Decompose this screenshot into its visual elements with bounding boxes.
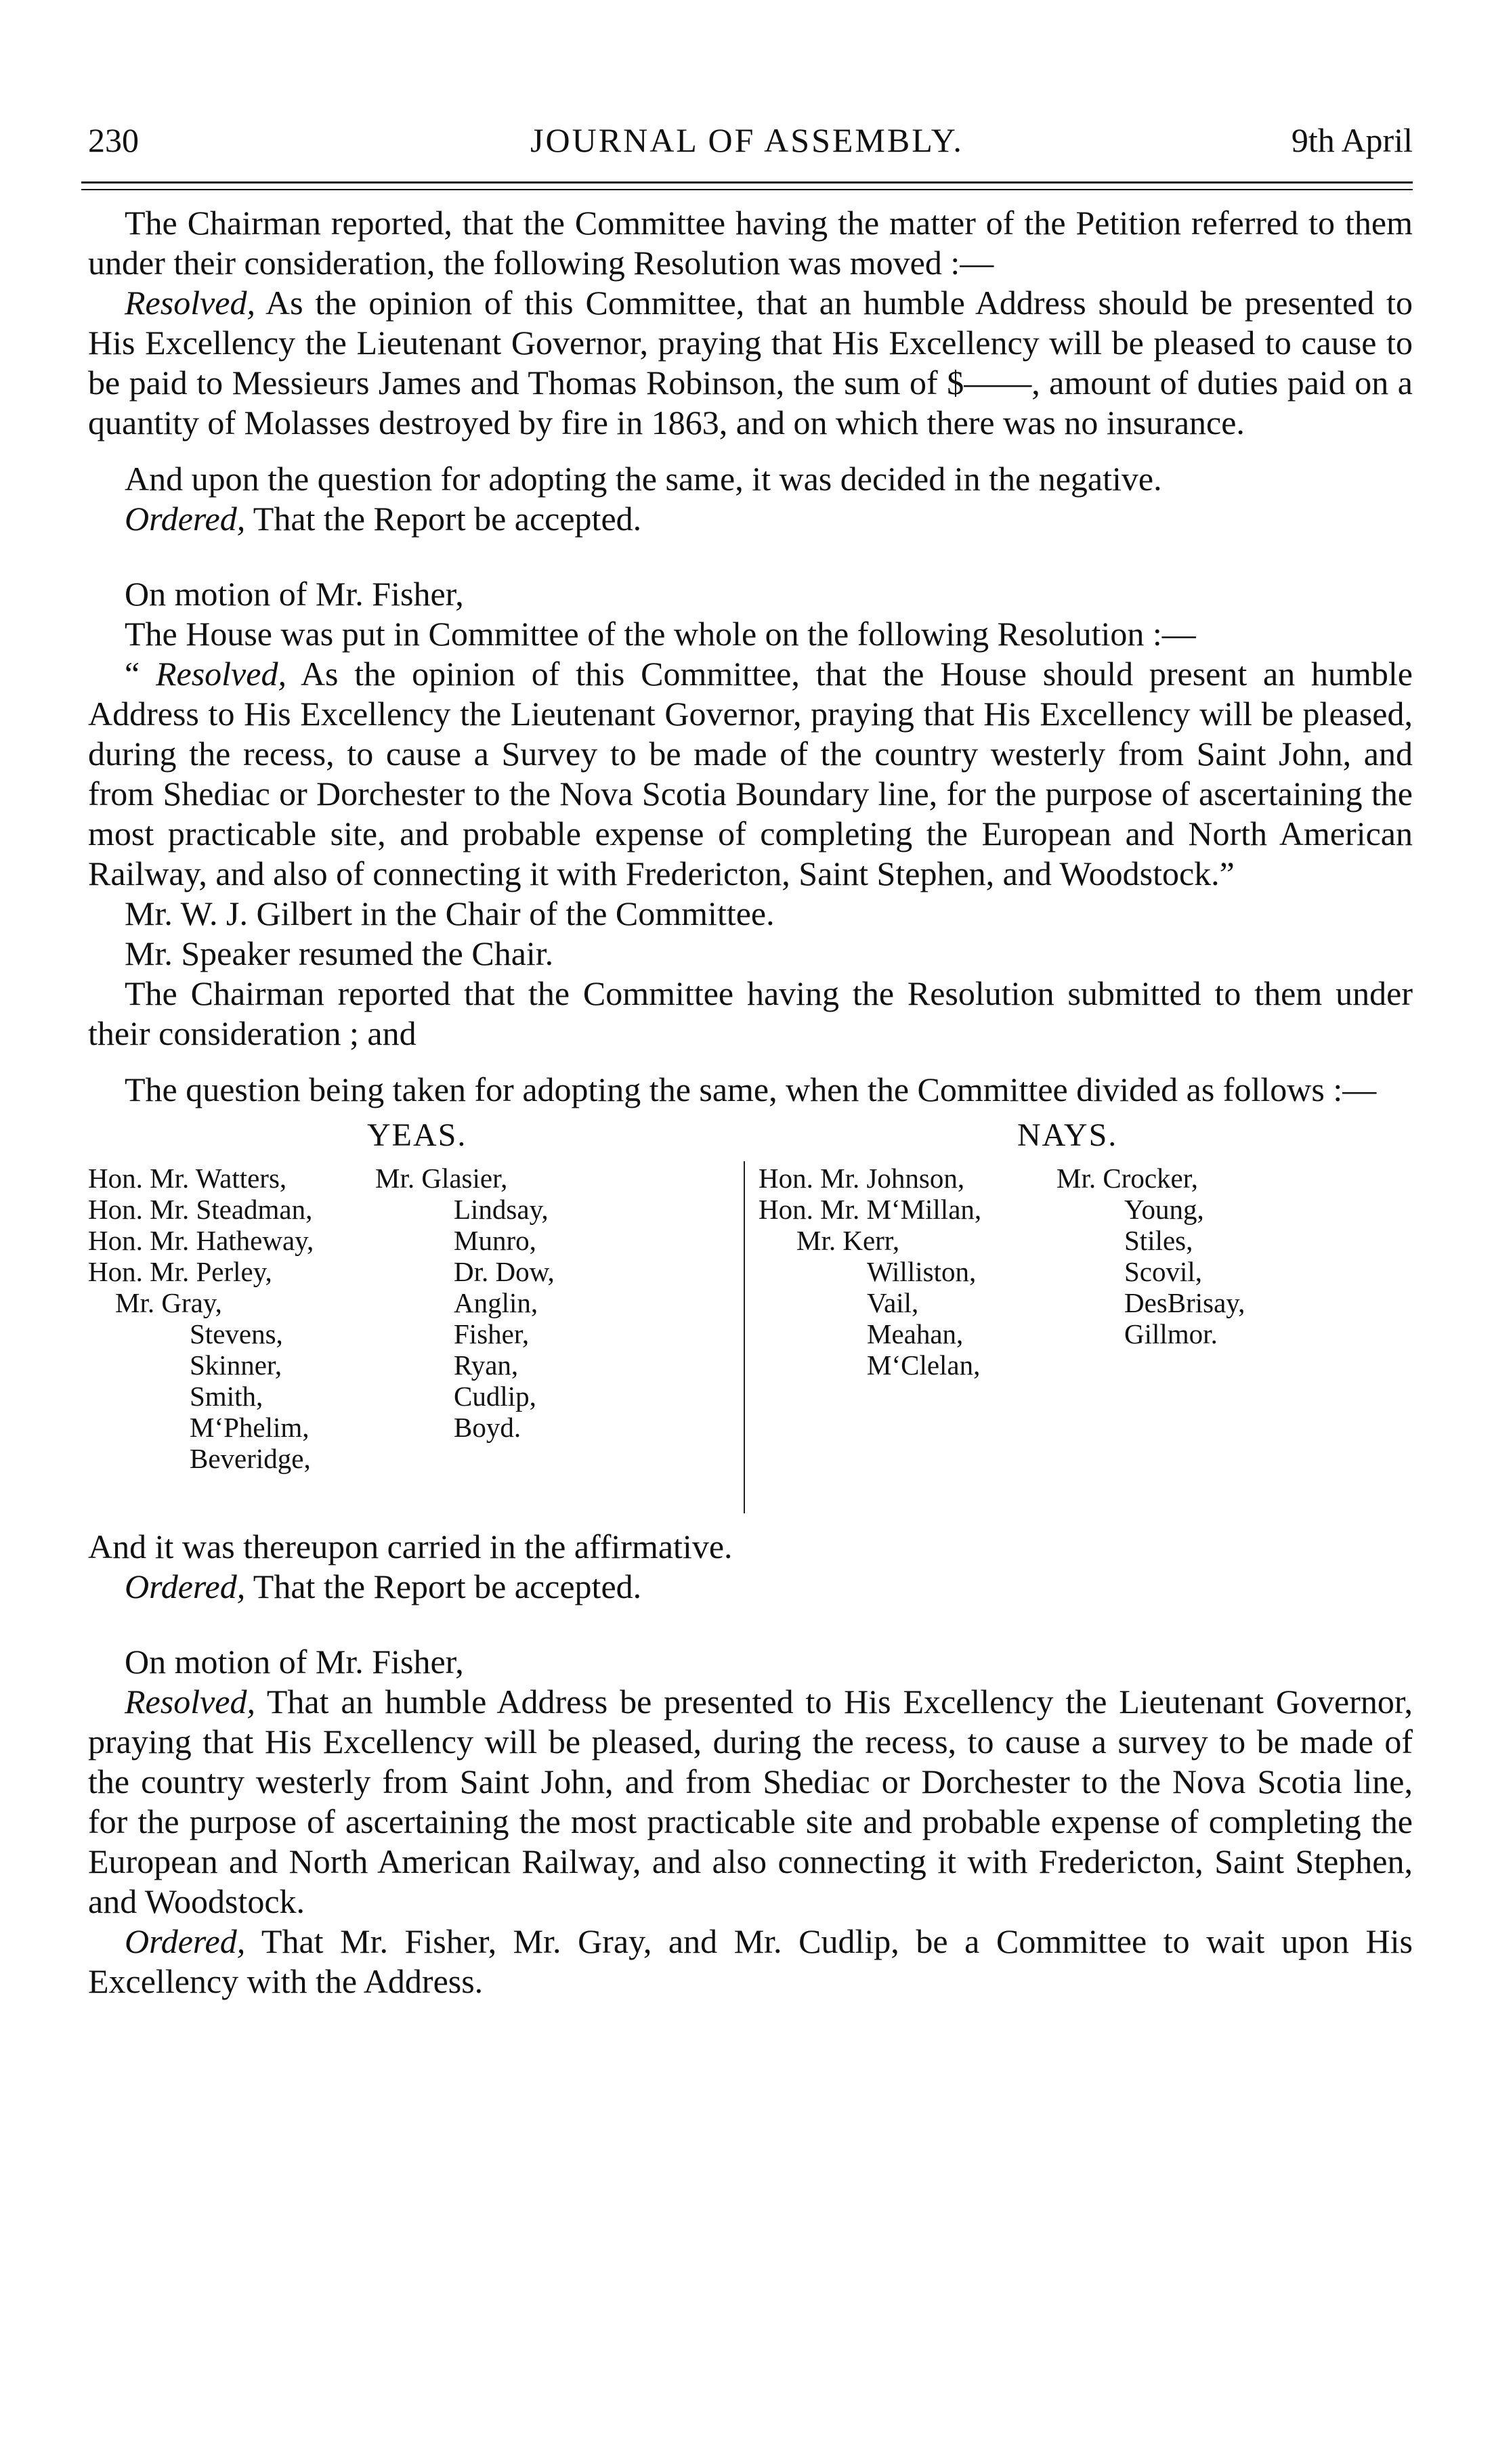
member-name: Boyd.	[454, 1412, 521, 1443]
paragraph: Resolved, That an humble Address be presented to His Excellency the Lieutenant Governor, praying that His Excellency will be pleased, during the recess, to cause a survey to be made of the country westerly from Saint John, and from Shediac or Dorchester to the Nova Scotia line, for the purpose of ascertaining the most practicable site and probable expense of completing the European and North American Railway, and also connecting it with Fredericton, Saint Stephen, and Woodstock.	[88, 1683, 1413, 1920]
paragraph: The Chairman reported that the Committee having the Resolution submitted to them under their consideration ; and	[88, 974, 1413, 1052]
member-name: Mr. Glasier,	[375, 1163, 508, 1194]
paragraph: The question being taken for adopting the same, when the Committee divided as follows :—	[125, 1071, 1377, 1108]
member-name: M‘Clelan,	[867, 1349, 981, 1381]
member-name: Scovil,	[1124, 1256, 1203, 1287]
member-name: Stevens,	[190, 1318, 283, 1349]
paragraph: And it was thereupon carried in the affirmative.	[88, 1528, 733, 1565]
nays-heading: NAYS.	[1017, 1117, 1118, 1153]
division-list	[88, 1156, 1413, 1527]
header-rule	[81, 181, 1413, 183]
member-name: Ryan,	[454, 1349, 519, 1381]
member-name: Young,	[1124, 1194, 1204, 1225]
paragraph: The House was put in Committee of the whole on the following Resolution :—	[125, 615, 1196, 653]
paragraph: On motion of Mr. Fisher,	[125, 575, 464, 613]
page-number: 230	[88, 121, 139, 159]
member-name: Williston,	[867, 1256, 977, 1287]
paragraph: Mr. Speaker resumed the Chair.	[125, 934, 554, 972]
member-name: Lindsay,	[454, 1194, 549, 1225]
paragraph: The Chairman reported, that the Committee having the matter of the Petition referred to them under their consideration, the following Resolution was moved :—	[88, 204, 1413, 282]
member-name: Dr. Dow,	[454, 1256, 555, 1287]
paragraph: On motion of Mr. Fisher,	[125, 1643, 464, 1681]
nays-column-1	[759, 1163, 981, 1381]
paragraph: Ordered, That Mr. Fisher, Mr. Gray, and Mr. Cudlip, be a Committee to wait upon His Excellency with the Address.	[88, 1922, 1413, 2000]
nays-column-2	[1057, 1163, 1245, 1349]
paragraph: Mr. W. J. Gilbert in the Chair of the Committee.	[125, 894, 775, 932]
member-name: Anglin,	[454, 1287, 538, 1318]
member-name: Hon. Mr. Perley,	[88, 1256, 272, 1287]
journal-body	[88, 203, 1413, 2002]
member-name: Hon. Mr. Hatheway,	[88, 1225, 314, 1256]
member-name: Hon. Mr. M‘Millan,	[759, 1194, 982, 1225]
running-title: JOURNAL OF ASSEMBLY.	[530, 121, 964, 159]
paragraph: And upon the question for adopting the same, it was decided in the negative.	[125, 460, 1162, 498]
member-name: Mr. Crocker,	[1057, 1163, 1199, 1194]
member-name: Gillmor.	[1124, 1318, 1218, 1349]
member-name: Hon. Mr. Watters,	[88, 1163, 287, 1194]
paragraph: Resolved, As the opinion of this Committee, that an humble Address should be presented to His Excellency the Lieutenant Governor, praying that His Excellency will be pleased to cause to be paid to Messieurs James and Thomas Robinson, the sum of $——, amount of duties paid on a quantity of Molasses destroyed by fire in 1863, and on which there was no insurance.	[88, 284, 1413, 441]
paragraph: Ordered, That the Report be accepted.	[125, 1568, 642, 1605]
member-name: Beveridge,	[190, 1443, 311, 1474]
member-name: Stiles,	[1124, 1225, 1193, 1256]
member-name: DesBrisay,	[1124, 1287, 1245, 1318]
member-name: Hon. Mr. Johnson,	[759, 1163, 965, 1194]
member-name: Cudlip,	[454, 1381, 536, 1412]
member-name: Vail,	[867, 1287, 919, 1318]
member-name: Meahan,	[867, 1318, 964, 1349]
member-name: Mr. Kerr,	[796, 1225, 900, 1256]
division-headings	[88, 1112, 1413, 1156]
yeas-column-1	[88, 1163, 314, 1474]
division-separator	[744, 1161, 745, 1513]
yeas-column-2	[375, 1163, 555, 1443]
header-date: 9th April	[1291, 121, 1413, 159]
member-name: Fisher,	[454, 1318, 530, 1349]
member-name: Mr. Gray,	[115, 1287, 222, 1318]
member-name: Skinner,	[190, 1349, 282, 1381]
member-name: Munro,	[454, 1225, 536, 1256]
member-name: Hon. Mr. Steadman,	[88, 1194, 313, 1225]
page-header	[81, 114, 1413, 165]
member-name: M‘Phelim,	[190, 1412, 310, 1443]
yeas-heading: YEAS.	[367, 1117, 467, 1153]
header-rule-thin	[81, 189, 1413, 190]
paragraph: “ Resolved, As the opinion of this Committee, that the House should present an humble Address to His Excellency the Lieutenant Governor, praying that His Excellency will be pleased, during the recess, to cause a Survey to be made of the country westerly from Saint John, and from Shediac or Dorchester to the Nova Scotia Boundary line, for the purpose of ascertaining the most practicable site, and probable expense of completing the European and North American Railway, and also of connecting it with Fredericton, Saint Stephen, and Woodstock.”	[88, 655, 1413, 892]
member-name: Smith,	[190, 1381, 263, 1412]
paragraph: Ordered, That the Report be accepted.	[125, 500, 642, 538]
